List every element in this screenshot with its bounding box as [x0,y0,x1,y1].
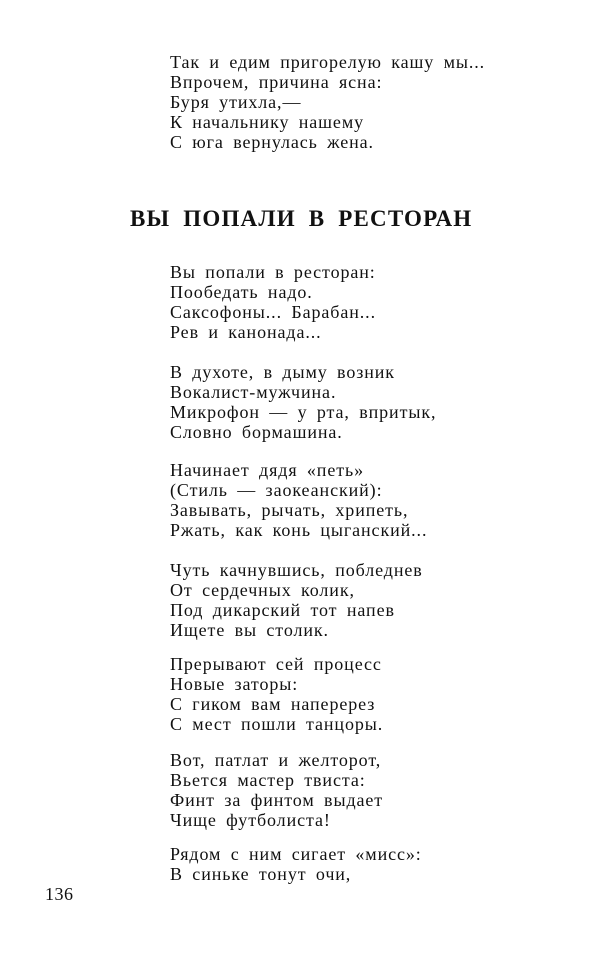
verse-line: С гиком вам наперерез [170,694,376,714]
stanza-4 [170,560,423,640]
verse-line: Рев и канонада... [170,322,322,342]
verse-line: С юга вернулась жена. [170,132,374,152]
verse-line: С мест пошли танцоры. [170,714,384,734]
previous-poem-ending [170,52,485,152]
verse-line: В духоте, в дыму возник [170,362,395,382]
poem-title: ВЫ ПОПАЛИ В РЕСТОРАН [130,206,473,231]
verse-line: Словно бормашина. [170,422,343,442]
verse-line: К начальнику нашему [170,112,365,132]
verse-line: Вы попали в ресторан: [170,262,376,282]
stanza-3 [170,460,427,540]
verse-line: В синьке тонут очи, [170,864,352,884]
verse-line: Прерывают сей процесс [170,654,382,674]
verse-line: Финт за финтом выдает [170,790,384,810]
verse-line: Чуть качнувшись, побледнев [170,560,423,580]
verse-line: Ржать, как конь цыганский... [170,520,428,540]
verse-line: Вот, патлат и желторот, [170,750,382,770]
stanza-7 [170,844,422,884]
verse-line: Буря утихла,— [170,92,302,112]
verse-line: Рядом с ним сигает «мисс»: [170,844,422,864]
verse-line: Впрочем, причина ясна: [170,72,383,92]
verse-line: (Стиль — заокеанский): [170,480,383,500]
verse-line: Начинает дядя «петь» [170,460,365,480]
verse-line: Вокалист-мужчина. [170,382,337,402]
verse-line: Микрофон — у рта, впритык, [170,402,437,422]
stanza-5 [170,654,383,734]
stanza-6 [170,750,383,830]
verse-line: Так и едим пригорелую кашу мы... [170,52,486,72]
page-number: 136 [45,884,74,904]
verse-line: Завывать, рычать, хрипеть, [170,500,409,520]
verse-line: Новые заторы: [170,674,299,694]
verse-line: От сердечных колик, [170,580,355,600]
stanza-1 [170,262,376,342]
verse-line: Под дикарский тот напев [170,600,395,620]
verse-line: Чище футболиста! [170,810,331,830]
verse-line: Вьется мастер твиста: [170,770,366,790]
verse-line: Саксофоны... Барабан... [170,302,376,322]
stanza-2 [170,362,436,442]
verse-line: Пообедать надо. [170,282,313,302]
verse-line: Ищете вы столик. [170,620,329,640]
